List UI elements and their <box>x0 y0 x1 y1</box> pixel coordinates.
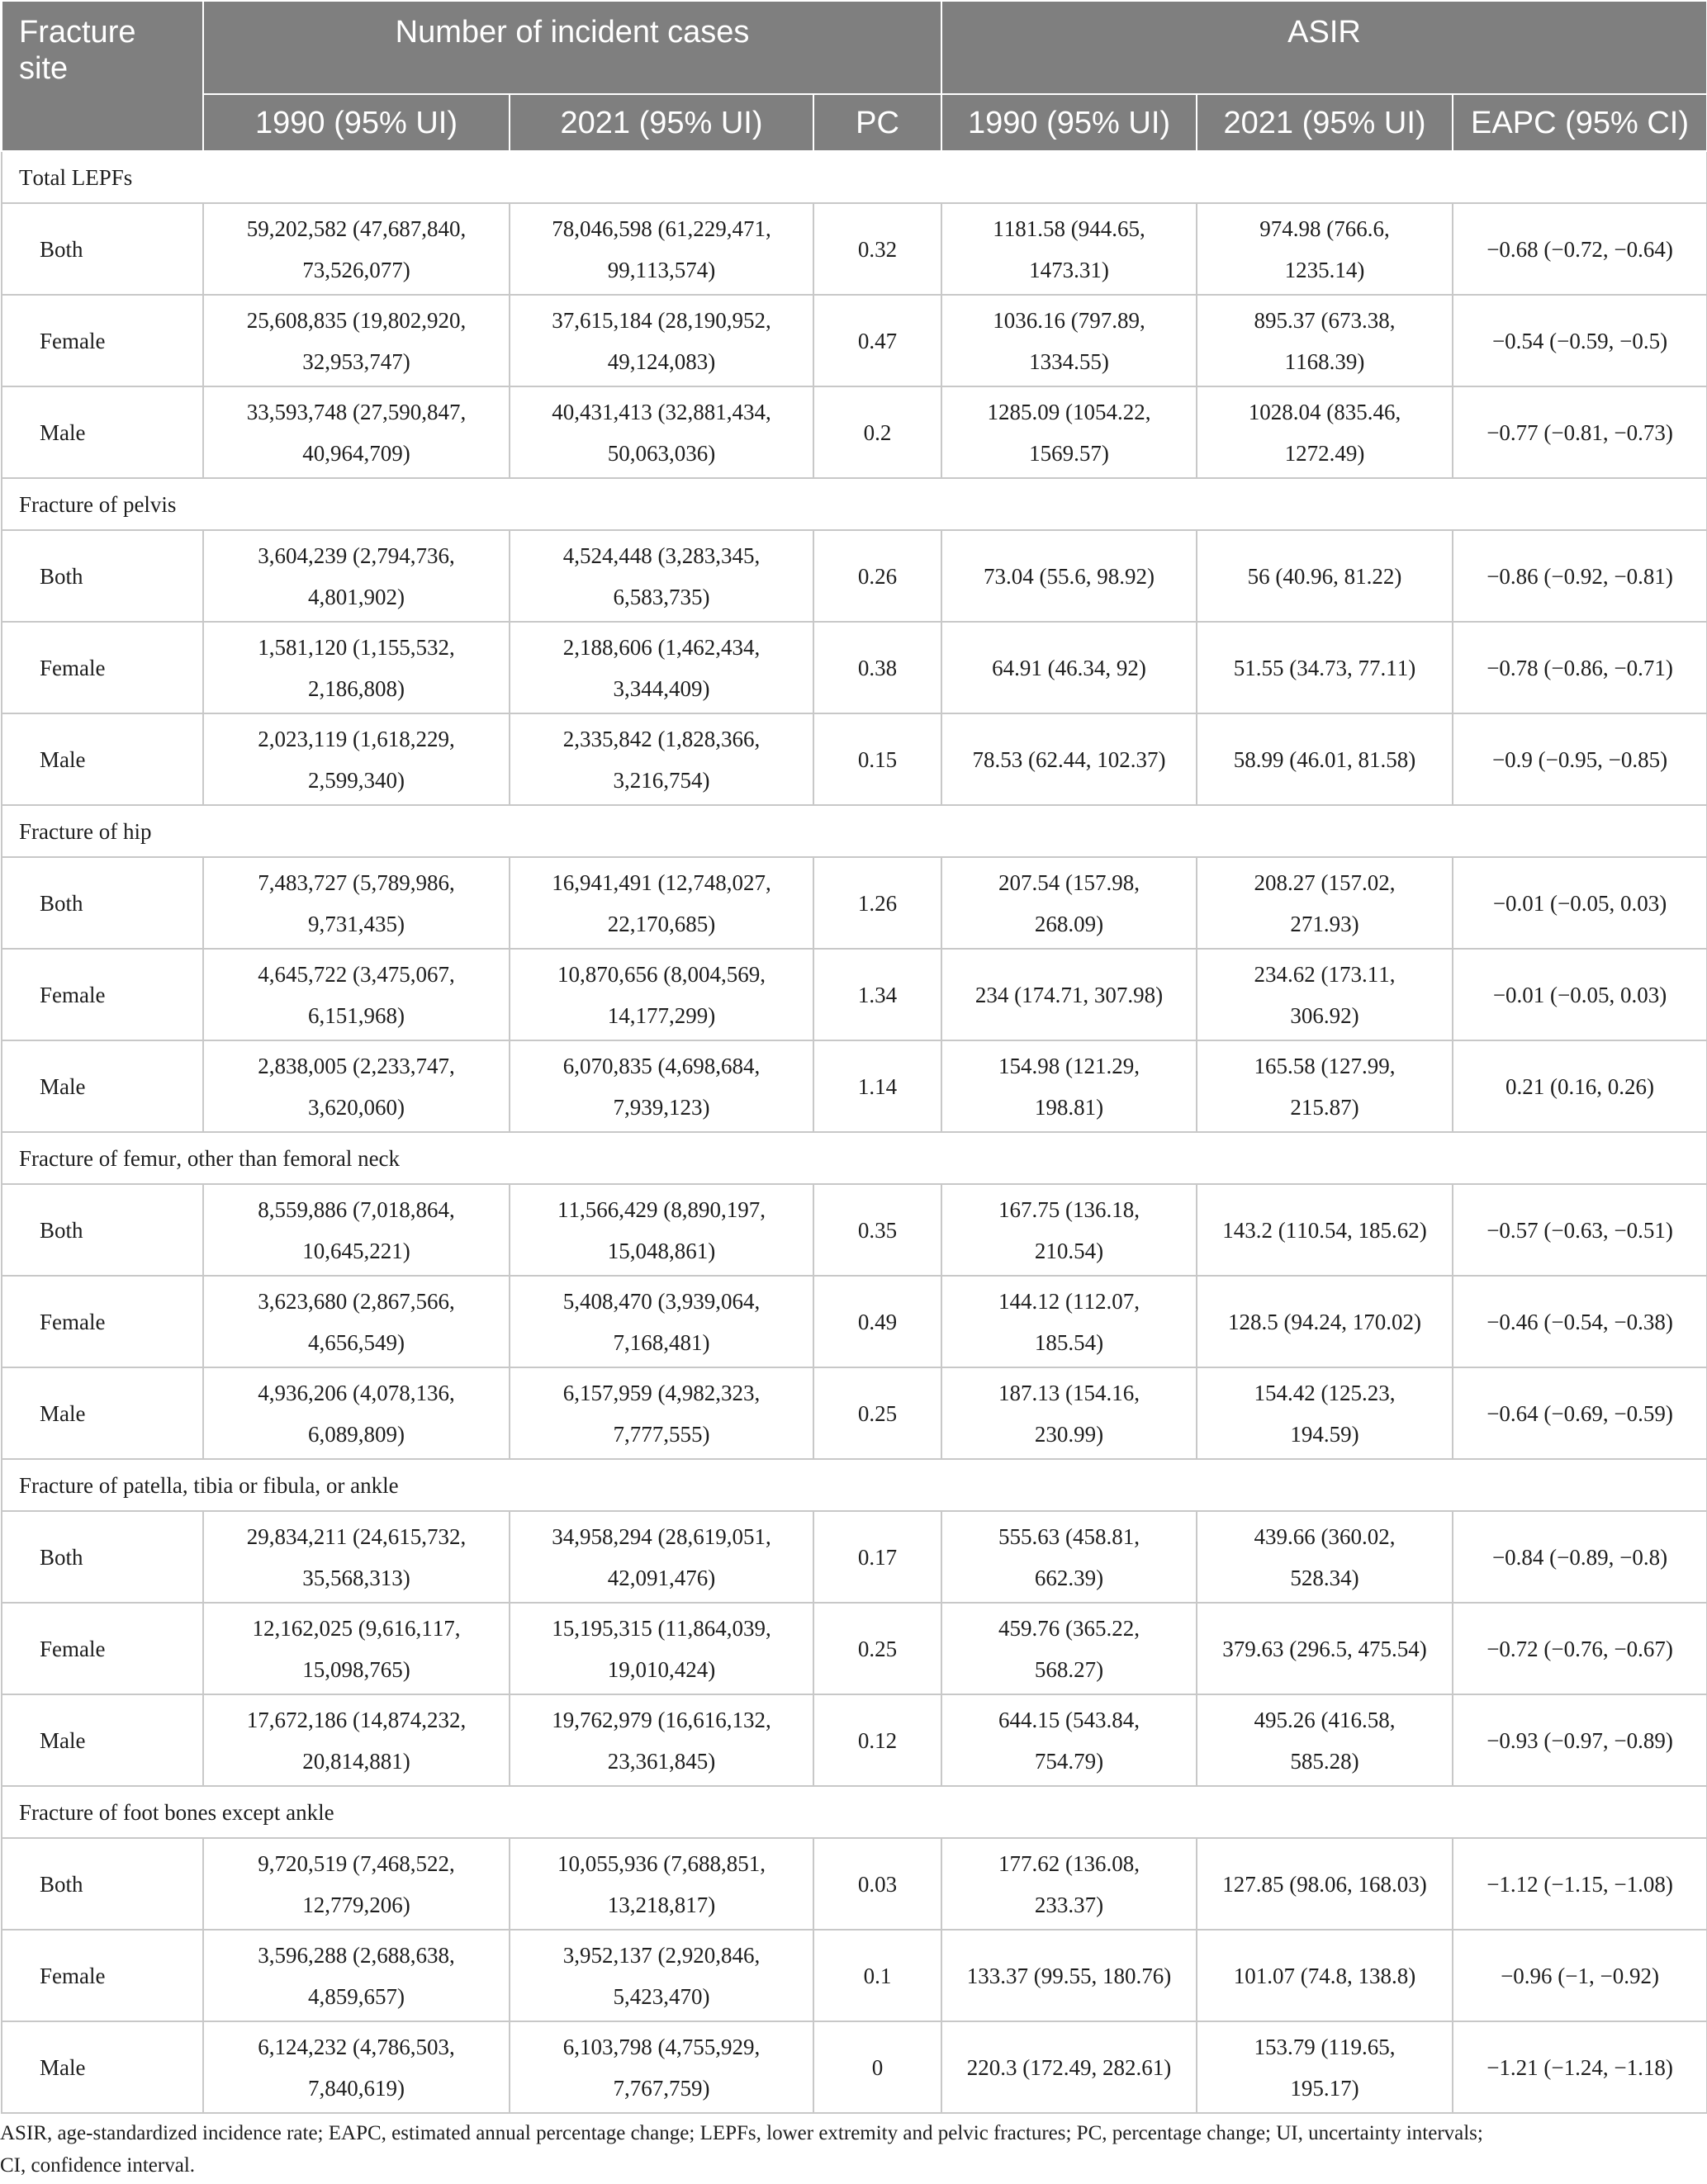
cell-cases-2021: 3,952,137 (2,920,846, 5,423,470) <box>510 1930 813 2021</box>
section-title: Fracture of pelvis <box>2 478 1707 530</box>
cell-eapc: −0.68 (−0.72, −0.64) <box>1453 203 1707 295</box>
cell-cases-2021: 34,958,294 (28,619,051, 42,091,476) <box>510 1511 813 1603</box>
section-title: Fracture of foot bones except ankle <box>2 1786 1707 1838</box>
cell-asir-1990: 555.63 (458.81, 662.39) <box>941 1511 1197 1603</box>
section-row <box>2 478 1707 530</box>
cell-asir-1990: 234 (174.71, 307.98) <box>941 949 1197 1040</box>
header-eapc: EAPC (95% CI) <box>1453 94 1707 151</box>
cell-sex: Both <box>2 1838 203 1930</box>
header-group-asir: ASIR <box>941 1 1707 94</box>
table-row <box>2 1838 1707 1930</box>
cell-sex: Male <box>2 1694 203 1786</box>
header-row-groups <box>2 1 1707 94</box>
cell-pc: 1.34 <box>813 949 941 1040</box>
cell-pc: 0.03 <box>813 1838 941 1930</box>
section-title: Total LEPFs <box>2 151 1707 203</box>
table-row <box>2 1511 1707 1603</box>
cell-eapc: −1.21 (−1.24, −1.18) <box>1453 2021 1707 2113</box>
cell-asir-2021: 153.79 (119.65, 195.17) <box>1197 2021 1453 2113</box>
cell-pc: 0.47 <box>813 295 941 386</box>
cell-cases-1990: 29,834,211 (24,615,732, 35,568,313) <box>203 1511 510 1603</box>
cell-cases-1990: 6,124,232 (4,786,503, 7,840,619) <box>203 2021 510 2113</box>
cell-cases-1990: 7,483,727 (5,789,986, 9,731,435) <box>203 857 510 949</box>
cell-eapc: −0.01 (−0.05, 0.03) <box>1453 949 1707 1040</box>
cell-eapc: −0.86 (−0.92, −0.81) <box>1453 530 1707 622</box>
header-asir-2021: 2021 (95% UI) <box>1197 94 1453 151</box>
cell-sex: Male <box>2 1040 203 1132</box>
cell-sex: Male <box>2 386 203 478</box>
cell-cases-1990: 1,581,120 (1,155,532, 2,186,808) <box>203 622 510 713</box>
cell-pc: 0.1 <box>813 1930 941 2021</box>
section-row <box>2 1459 1707 1511</box>
cell-pc: 0.2 <box>813 386 941 478</box>
table-row <box>2 1276 1707 1367</box>
cell-sex: Both <box>2 1511 203 1603</box>
cell-sex: Female <box>2 622 203 713</box>
section-title: Fracture of patella, tibia or fibula, or ankle <box>2 1459 1707 1511</box>
cell-asir-1990: 144.12 (112.07, 185.54) <box>941 1276 1197 1367</box>
cell-asir-1990: 73.04 (55.6, 98.92) <box>941 530 1197 622</box>
cell-pc: 0.17 <box>813 1511 941 1603</box>
table-row <box>2 386 1707 478</box>
cell-eapc: −0.01 (−0.05, 0.03) <box>1453 857 1707 949</box>
cell-eapc: −0.46 (−0.54, −0.38) <box>1453 1276 1707 1367</box>
cell-asir-1990: 1285.09 (1054.22, 1569.57) <box>941 386 1197 478</box>
cell-cases-2021: 2,188,606 (1,462,434, 3,344,409) <box>510 622 813 713</box>
table-row <box>2 857 1707 949</box>
cell-pc: 0.26 <box>813 530 941 622</box>
cell-asir-1990: 644.15 (543.84, 754.79) <box>941 1694 1197 1786</box>
cell-eapc: −0.77 (−0.81, −0.73) <box>1453 386 1707 478</box>
cell-pc: 0 <box>813 2021 941 2113</box>
cell-pc: 0.32 <box>813 203 941 295</box>
cell-asir-2021: 439.66 (360.02, 528.34) <box>1197 1511 1453 1603</box>
cell-cases-2021: 5,408,470 (3,939,064, 7,168,481) <box>510 1276 813 1367</box>
cell-eapc: −0.54 (−0.59, −0.5) <box>1453 295 1707 386</box>
cell-asir-1990: 133.37 (99.55, 180.76) <box>941 1930 1197 2021</box>
cell-sex: Both <box>2 203 203 295</box>
header-fracture-site <box>2 1 203 151</box>
cell-cases-1990: 33,593,748 (27,590,847, 40,964,709) <box>203 386 510 478</box>
section-row <box>2 805 1707 857</box>
header-group-incident-cases: Number of incident cases <box>203 1 941 94</box>
cell-asir-2021: 127.85 (98.06, 168.03) <box>1197 1838 1453 1930</box>
cell-sex: Female <box>2 949 203 1040</box>
cell-asir-2021: 154.42 (125.23, 194.59) <box>1197 1367 1453 1459</box>
cell-cases-1990: 4,645,722 (3,475,067, 6,151,968) <box>203 949 510 1040</box>
cell-sex: Male <box>2 2021 203 2113</box>
table-row <box>2 713 1707 805</box>
cell-asir-2021: 58.99 (46.01, 81.58) <box>1197 713 1453 805</box>
header-row-columns <box>2 94 1707 151</box>
cell-cases-1990: 2,023,119 (1,618,229, 2,599,340) <box>203 713 510 805</box>
cell-eapc: −0.84 (−0.89, −0.8) <box>1453 1511 1707 1603</box>
table-row <box>2 530 1707 622</box>
cell-asir-1990: 64.91 (46.34, 92) <box>941 622 1197 713</box>
incidence-table <box>1 0 1707 2114</box>
table-row <box>2 203 1707 295</box>
cell-asir-1990: 177.62 (136.08, 233.37) <box>941 1838 1197 1930</box>
cell-asir-2021: 895.37 (673.38, 1168.39) <box>1197 295 1453 386</box>
cell-sex: Both <box>2 530 203 622</box>
cell-cases-2021: 4,524,448 (3,283,345, 6,583,735) <box>510 530 813 622</box>
cell-asir-1990: 167.75 (136.18, 210.54) <box>941 1184 1197 1276</box>
cell-sex: Female <box>2 295 203 386</box>
table-row <box>2 1930 1707 2021</box>
cell-asir-2021: 143.2 (110.54, 185.62) <box>1197 1184 1453 1276</box>
table-row <box>2 295 1707 386</box>
cell-eapc: −1.12 (−1.15, −1.08) <box>1453 1838 1707 1930</box>
cell-asir-2021: 234.62 (173.11, 306.92) <box>1197 949 1453 1040</box>
table-header <box>2 1 1707 151</box>
cell-asir-2021: 1028.04 (835.46, 1272.49) <box>1197 386 1453 478</box>
cell-cases-1990: 3,623,680 (2,867,566, 4,656,549) <box>203 1276 510 1367</box>
table-footnote: ASIR, age-standardized incidence rate; EAPC, estimated annual percentage change; LEPFs, lower extremity and pelvic fractures; PC, percentage change; UI, uncertainty intervals; CI, confidence interval. <box>0 2122 1483 2177</box>
cell-pc: 0.35 <box>813 1184 941 1276</box>
cell-cases-1990: 3,604,239 (2,794,736, 4,801,902) <box>203 530 510 622</box>
cell-asir-2021: 974.98 (766.6, 1235.14) <box>1197 203 1453 295</box>
cell-asir-1990: 78.53 (62.44, 102.37) <box>941 713 1197 805</box>
section-title: Fracture of hip <box>2 805 1707 857</box>
cell-asir-2021: 379.63 (296.5, 475.54) <box>1197 1603 1453 1694</box>
cell-cases-2021: 40,431,413 (32,881,434, 50,063,036) <box>510 386 813 478</box>
table-row <box>2 1603 1707 1694</box>
cell-eapc: −0.96 (−1, −0.92) <box>1453 1930 1707 2021</box>
cell-asir-1990: 459.76 (365.22, 568.27) <box>941 1603 1197 1694</box>
table-row <box>2 1367 1707 1459</box>
cell-pc: 0.49 <box>813 1276 941 1367</box>
cell-asir-2021: 51.55 (34.73, 77.11) <box>1197 622 1453 713</box>
cell-pc: 1.14 <box>813 1040 941 1132</box>
table-row <box>2 1184 1707 1276</box>
cell-sex: Female <box>2 1930 203 2021</box>
cell-cases-2021: 19,762,979 (16,616,132, 23,361,845) <box>510 1694 813 1786</box>
cell-asir-2021: 495.26 (416.58, 585.28) <box>1197 1694 1453 1786</box>
cell-cases-1990: 2,838,005 (2,233,747, 3,620,060) <box>203 1040 510 1132</box>
cell-sex: Male <box>2 713 203 805</box>
cell-asir-2021: 101.07 (74.8, 138.8) <box>1197 1930 1453 2021</box>
cell-cases-2021: 16,941,491 (12,748,027, 22,170,685) <box>510 857 813 949</box>
cell-eapc: −0.9 (−0.95, −0.85) <box>1453 713 1707 805</box>
cell-asir-2021: 128.5 (94.24, 170.02) <box>1197 1276 1453 1367</box>
cell-sex: Male <box>2 1367 203 1459</box>
cell-pc: 0.15 <box>813 713 941 805</box>
cell-cases-2021: 6,103,798 (4,755,929, 7,767,759) <box>510 2021 813 2113</box>
cell-asir-1990: 207.54 (157.98, 268.09) <box>941 857 1197 949</box>
cell-eapc: −0.93 (−0.97, −0.89) <box>1453 1694 1707 1786</box>
header-cases-1990: 1990 (95% UI) <box>203 94 510 151</box>
table-body <box>2 151 1707 2113</box>
cell-eapc: −0.72 (−0.76, −0.67) <box>1453 1603 1707 1694</box>
header-asir-1990: 1990 (95% UI) <box>941 94 1197 151</box>
header-pc: PC <box>813 94 941 151</box>
cell-sex: Female <box>2 1603 203 1694</box>
header-fracture-site-label: Fracture site <box>19 15 136 86</box>
cell-cases-1990: 9,720,519 (7,468,522, 12,779,206) <box>203 1838 510 1930</box>
cell-asir-2021: 208.27 (157.02, 271.93) <box>1197 857 1453 949</box>
cell-sex: Both <box>2 857 203 949</box>
cell-pc: 0.38 <box>813 622 941 713</box>
cell-cases-1990: 25,608,835 (19,802,920, 32,953,747) <box>203 295 510 386</box>
cell-sex: Both <box>2 1184 203 1276</box>
table-row <box>2 1040 1707 1132</box>
cell-pc: 0.12 <box>813 1694 941 1786</box>
cell-cases-1990: 4,936,206 (4,078,136, 6,089,809) <box>203 1367 510 1459</box>
cell-pc: 0.25 <box>813 1603 941 1694</box>
cell-cases-2021: 6,070,835 (4,698,684, 7,939,123) <box>510 1040 813 1132</box>
cell-cases-2021: 78,046,598 (61,229,471, 99,113,574) <box>510 203 813 295</box>
cell-asir-1990: 220.3 (172.49, 282.61) <box>941 2021 1197 2113</box>
table-row <box>2 1694 1707 1786</box>
header-cases-2021: 2021 (95% UI) <box>510 94 813 151</box>
cell-eapc: −0.64 (−0.69, −0.59) <box>1453 1367 1707 1459</box>
section-row <box>2 1786 1707 1838</box>
cell-cases-2021: 37,615,184 (28,190,952, 49,124,083) <box>510 295 813 386</box>
table-row <box>2 622 1707 713</box>
cell-asir-2021: 56 (40.96, 81.22) <box>1197 530 1453 622</box>
cell-cases-2021: 6,157,959 (4,982,323, 7,777,555) <box>510 1367 813 1459</box>
cell-cases-1990: 17,672,186 (14,874,232, 20,814,881) <box>203 1694 510 1786</box>
cell-eapc: −0.78 (−0.86, −0.71) <box>1453 622 1707 713</box>
section-row <box>2 151 1707 203</box>
cell-eapc: 0.21 (0.16, 0.26) <box>1453 1040 1707 1132</box>
cell-cases-1990: 59,202,582 (47,687,840, 73,526,077) <box>203 203 510 295</box>
section-title: Fracture of femur, other than femoral neck <box>2 1132 1707 1184</box>
cell-pc: 0.25 <box>813 1367 941 1459</box>
cell-asir-1990: 1036.16 (797.89, 1334.55) <box>941 295 1197 386</box>
cell-pc: 1.26 <box>813 857 941 949</box>
cell-asir-1990: 154.98 (121.29, 198.81) <box>941 1040 1197 1132</box>
table-row <box>2 2021 1707 2113</box>
cell-cases-1990: 8,559,886 (7,018,864, 10,645,221) <box>203 1184 510 1276</box>
cell-cases-2021: 10,055,936 (7,688,851, 13,218,817) <box>510 1838 813 1930</box>
cell-asir-1990: 187.13 (154.16, 230.99) <box>941 1367 1197 1459</box>
table-row <box>2 949 1707 1040</box>
cell-cases-2021: 15,195,315 (11,864,039, 19,010,424) <box>510 1603 813 1694</box>
cell-cases-1990: 3,596,288 (2,688,638, 4,859,657) <box>203 1930 510 2021</box>
cell-asir-1990: 1181.58 (944.65, 1473.31) <box>941 203 1197 295</box>
cell-sex: Female <box>2 1276 203 1367</box>
cell-eapc: −0.57 (−0.63, −0.51) <box>1453 1184 1707 1276</box>
cell-cases-2021: 10,870,656 (8,004,569, 14,177,299) <box>510 949 813 1040</box>
cell-cases-2021: 2,335,842 (1,828,366, 3,216,754) <box>510 713 813 805</box>
cell-cases-2021: 11,566,429 (8,890,197, 15,048,861) <box>510 1184 813 1276</box>
section-row <box>2 1132 1707 1184</box>
cell-cases-1990: 12,162,025 (9,616,117, 15,098,765) <box>203 1603 510 1694</box>
cell-asir-2021: 165.58 (127.99, 215.87) <box>1197 1040 1453 1132</box>
